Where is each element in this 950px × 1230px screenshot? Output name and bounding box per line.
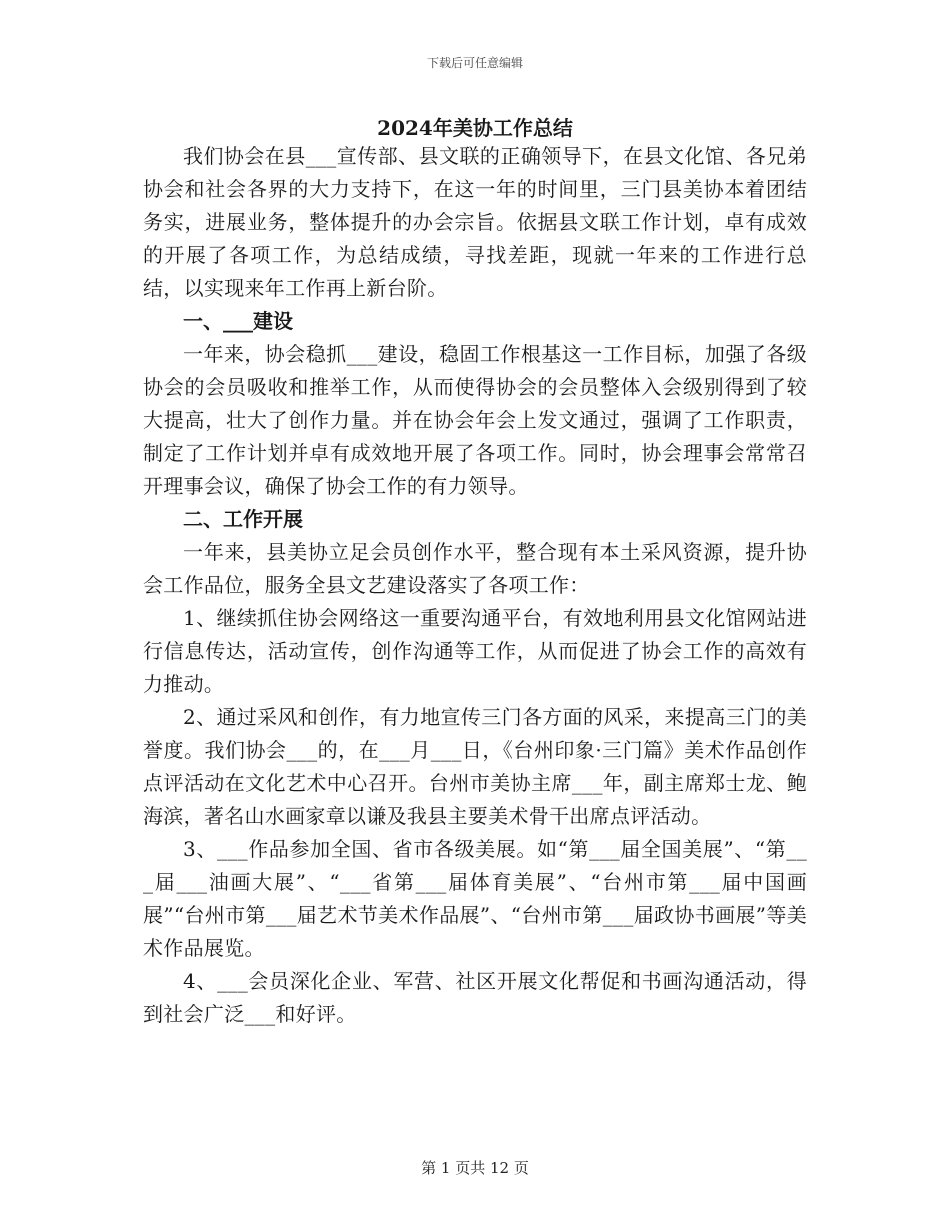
- work-item-4: 4、___会员深化企业、军营、社区开展文化帮促和书画沟通活动，得到社会广泛___和好评。: [143, 969, 807, 1026]
- work-item-3: 3、___作品参加全国、省市各级美展。如“第___届全国美展”、“第___届___油画大展”、“___省第___届体育美展”、“台州市第___届中国画展”“台州市第___届艺术节美术作品展”、“台州市第___届政协书画展”等美术作品展览。: [143, 837, 807, 960]
- section-heading-construction: 一、___建设: [183, 309, 293, 333]
- document-body: [143, 140, 807, 1031]
- construction-paragraph: 一年来，协会稳抓___建设，稳固工作根基这一工作目标，加强了各级协会的会员吸收和推举工作，从而使得协会的会员整体入会级别得到了较大提高，壮大了创作力量。并在协会年会上发文通过，强调了工作职责，制定了工作计划并卓有成效地开展了各项工作。同时，协会理事会常常召开理事会议，确保了协会工作的有力领导。: [143, 342, 807, 498]
- work-intro-paragraph: 一年来，县美协立足会员创作水平，整合现有本土采风资源，提升协会工作品位，服务全县文艺建设落实了各项工作：: [143, 540, 807, 597]
- document-title: 2024年美协工作总结: [377, 116, 573, 140]
- intro-paragraph: 我们协会在县___宣传部、县文联的正确领导下，在县文化馆、各兄弟协会和社会各界的大力支持下，在这一年的时间里，三门县美协本着团结务实，进展业务，整体提升的办会宗旨。依据县文联工作计划，卓有成效的开展了各项工作，为总结成绩，寻找差距，现就一年来的工作进行总结，以实现来年工作再上新台阶。: [143, 144, 807, 300]
- section-heading-work: 二、工作开展: [183, 507, 303, 531]
- work-item-2: 2、通过采风和创作，有力地宣传三门各方面的风采，来提高三门的美誉度。我们协会___的，在___月___日，《台州印象·三门篇》美术作品创作点评活动在文化艺术中心召开。台州市美协主席___年，副主席郑士龙、鲍海滨，著名山水画家章以谦及我县主要美术骨干出席点评活动。: [143, 705, 807, 828]
- page-number: 第 1 页共 12 页: [421, 1159, 529, 1177]
- header-note: 下载后可任意编辑: [426, 56, 523, 70]
- work-item-1: 1、继续抓住协会网络这一重要沟通平台，有效地利用县文化馆网站进行信息传达，活动宣传，创作沟通等工作，从而促进了协会工作的高效有力推动。: [143, 606, 807, 696]
